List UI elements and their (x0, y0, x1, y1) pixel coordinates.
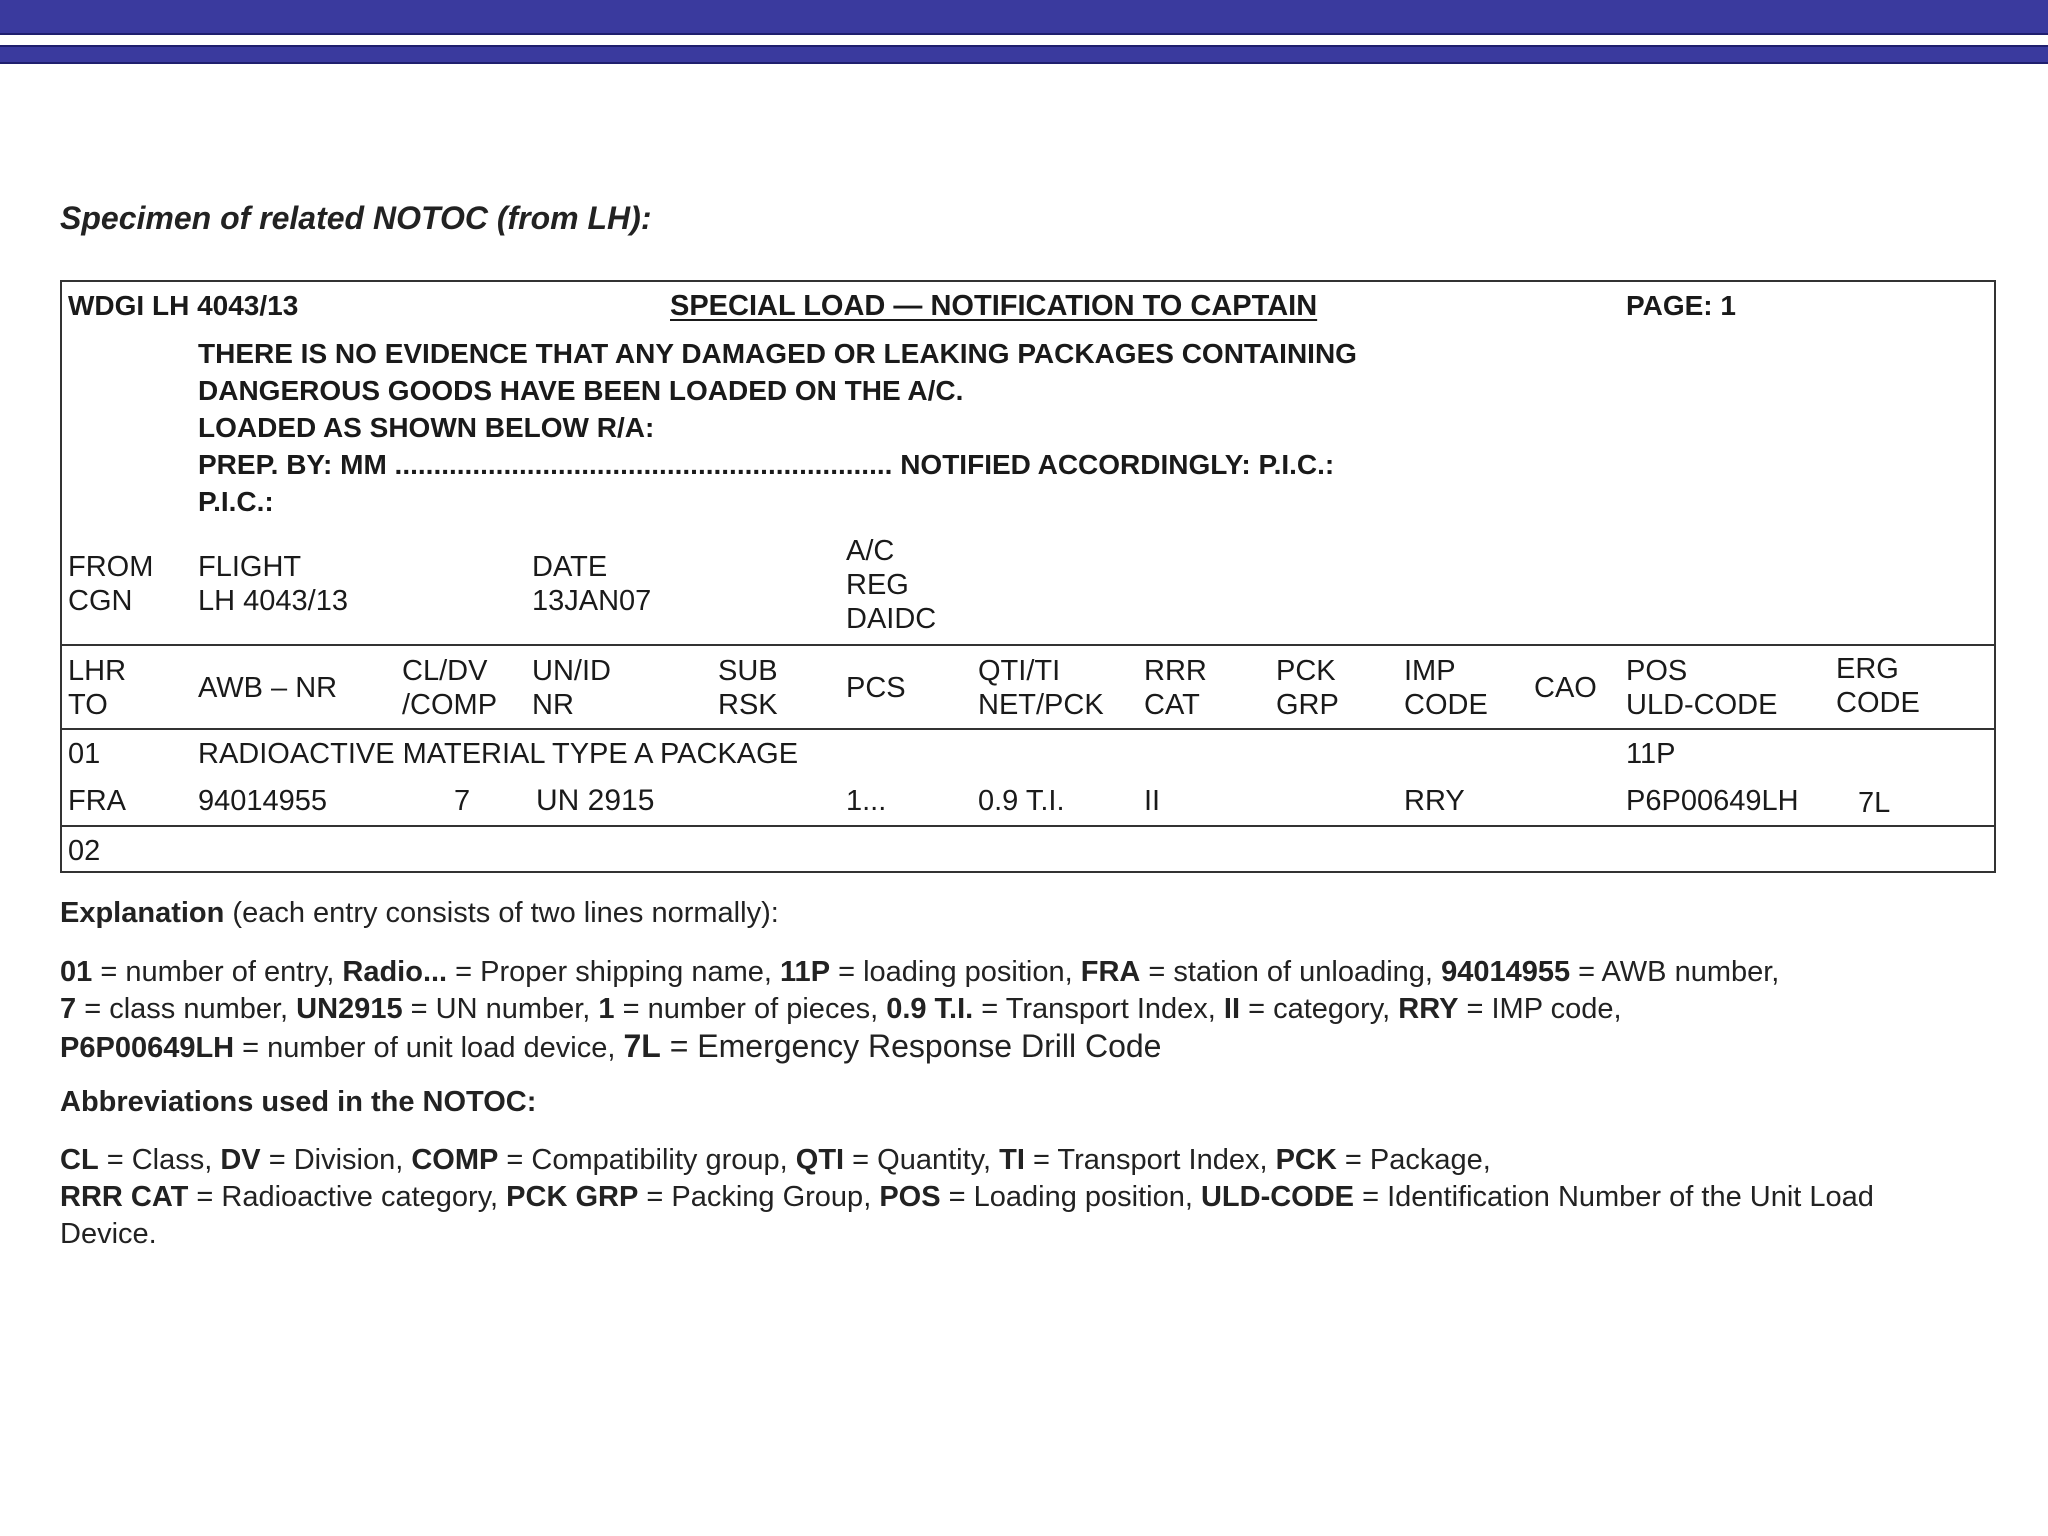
col-header-sub-rsk (718, 654, 778, 722)
col-header-line: UN/ID (532, 655, 611, 687)
explanation-value: = number of pieces, (614, 993, 887, 1025)
prepared-by-line: PREP. BY: MM ................................................................ NOTIFIED ACCORDINGLY: P.I.C.: (198, 449, 1335, 480)
col-header-line: CL/DV (402, 655, 488, 687)
col-header-line: QTI/TI (978, 655, 1061, 687)
col-header-line: TO (68, 689, 108, 721)
explanation-key: 7L (623, 1028, 661, 1064)
abbreviations-line (60, 1142, 1960, 1179)
notoc-form (60, 280, 1996, 873)
abbreviation-value: = Division, (260, 1144, 412, 1176)
explanation-value: = loading position, (830, 956, 1081, 988)
abbreviation-value: = Loading position, (940, 1181, 1201, 1213)
col-header-line: CODE (1404, 689, 1488, 721)
explanation-heading (60, 895, 1960, 932)
explanation-key: II (1223, 993, 1241, 1025)
entry-imp-code: RRY (1404, 785, 1465, 817)
entry-transport-index: 0.9 T.I. (978, 785, 1065, 817)
pic-line: P.I.C.: (198, 486, 274, 517)
entry-shipping-name: RADIOACTIVE MATERIAL TYPE A PACKAGE (198, 738, 799, 770)
entry-erg-code: 7L (1858, 787, 1891, 819)
ac-label: A/C (846, 535, 895, 567)
statement-line: THERE IS NO EVIDENCE THAT ANY DAMAGED OR LEAKING PACKAGES CONTAINING (198, 338, 1357, 369)
abbreviation-key: POS (879, 1181, 941, 1213)
abbreviations-heading-text: Abbreviations used in the NOTOC: (60, 1086, 537, 1118)
abbreviation-value: = Class, (98, 1144, 221, 1176)
explanation-key: 94014955 (1441, 956, 1571, 988)
divider (62, 728, 1994, 730)
entry-number: 01 (68, 738, 101, 770)
entry-position: 11P (1626, 738, 1676, 770)
explanation-key: FRA (1080, 956, 1141, 988)
flight-value: LH 4043/13 (198, 585, 348, 617)
col-header-line: POS (1626, 655, 1688, 687)
explanation-value: = class number, (76, 993, 297, 1025)
col-header-line: SUB (718, 655, 778, 687)
explanation-line (60, 1028, 1960, 1067)
entry-number: 02 (68, 835, 101, 867)
col-header-pcs: PCS (846, 672, 906, 704)
date-label: DATE (532, 551, 608, 583)
statement-line: LOADED AS SHOWN BELOW R/A: (198, 412, 655, 443)
explanation-value: = Proper shipping name, (447, 956, 781, 988)
col-header-line: CAT (1144, 689, 1200, 721)
explanation-key: UN2915 (296, 993, 403, 1025)
explanation-key: P6P00649LH (60, 1032, 235, 1064)
explanation-key: RRY (1398, 993, 1459, 1025)
from-value: CGN (68, 585, 133, 617)
col-header-line: /COMP (402, 689, 498, 721)
explanation-value: = Transport Index, (973, 993, 1224, 1025)
col-header-imp-code (1404, 654, 1488, 722)
col-header-line: LHR (68, 655, 127, 687)
entry-station: FRA (68, 785, 126, 817)
statement-line: DANGEROUS GOODS HAVE BEEN LOADED ON THE A/C. (198, 375, 964, 406)
flight-label: FLIGHT (198, 551, 302, 583)
abbreviation-value: = Transport Index, (1024, 1144, 1276, 1176)
col-header-lhr-to (68, 654, 126, 722)
explanation-value: = number of unit load device, (234, 1032, 624, 1064)
explanation-value: = UN number, (402, 993, 599, 1025)
header-bar-top (0, 0, 2048, 35)
abbreviation-value: = Quantity, (844, 1144, 1000, 1176)
abbreviation-value: = Radioactive category, (188, 1181, 507, 1213)
col-header-line: ERG (1836, 653, 1899, 685)
col-header-cao: CAO (1534, 672, 1597, 704)
explanation-value: = station of unloading, (1140, 956, 1442, 988)
date-field (532, 550, 651, 618)
ac-reg-value: DAIDC (846, 603, 937, 635)
col-header-line: NET/PCK (978, 689, 1104, 721)
explanation-value: = AWB number, (1570, 956, 1780, 988)
col-header-line: NR (532, 689, 574, 721)
col-header-pos-uld (1626, 654, 1777, 722)
entry-uld-code: P6P00649LH (1626, 785, 1799, 817)
explanation-value: = Emergency Response Drill Code (660, 1028, 1162, 1064)
abbreviation-key: DV (220, 1144, 261, 1176)
explanation-body (60, 954, 1960, 1067)
col-header-line: CODE (1836, 687, 1920, 719)
abbreviation-value: = Packing Group, (638, 1181, 880, 1213)
col-header-erg-code (1836, 652, 1920, 720)
from-field (68, 550, 153, 618)
col-header-line: IMP (1404, 655, 1456, 687)
abbreviation-key: COMP (411, 1144, 499, 1176)
col-header-pck-grp (1276, 654, 1339, 722)
explanation-line (60, 991, 1960, 1028)
divider (62, 644, 1994, 646)
entry-pieces: 1... (846, 785, 887, 817)
explanation-key: 01 (60, 956, 93, 988)
explanation-value: = category, (1240, 993, 1399, 1025)
entry-un-number: UN 2915 (536, 784, 655, 817)
explanation-key: 1 (598, 993, 615, 1025)
col-header-un-id-nr (532, 654, 611, 722)
abbreviation-key: RRR CAT (60, 1181, 189, 1213)
col-header-line: RSK (718, 689, 778, 721)
explanation-key: 0.9 T.I. (886, 993, 974, 1025)
abbreviation-value: = Package, (1336, 1144, 1491, 1176)
explanation-value: = number of entry, (92, 956, 343, 988)
entry-category: II (1144, 785, 1161, 817)
abbreviation-value: = Identification Number of the Unit Load Device. (60, 1181, 1874, 1250)
abbreviation-key: QTI (795, 1144, 845, 1176)
notoc-page: PAGE: 1 (1626, 290, 1736, 321)
abbreviation-key: PCK (1275, 1144, 1337, 1176)
entry-awb: 94014955 (198, 785, 328, 817)
divider (62, 825, 1994, 827)
col-header-awb-nr: AWB – NR (198, 672, 338, 704)
specimen-title: Specimen of related NOTOC (from LH): (60, 200, 652, 236)
abbreviation-key: ULD-CODE (1200, 1181, 1355, 1213)
col-header-line: ULD-CODE (1626, 689, 1778, 721)
abbreviations-body (60, 1142, 1960, 1253)
explanation-heading-bold: Explanation (60, 897, 225, 929)
abbreviation-key: CL (60, 1144, 99, 1176)
entry-class: 7 (454, 785, 471, 817)
col-header-rrr-cat (1144, 654, 1207, 722)
explanation-heading-rest: (each entry consists of two lines normally): (224, 897, 779, 929)
abbreviations-heading (60, 1084, 1960, 1121)
explanation-value: = IMP code, (1458, 993, 1622, 1025)
date-value: 13JAN07 (532, 585, 652, 617)
explanation-key: 7 (60, 993, 77, 1025)
col-header-line: PCK (1276, 655, 1336, 687)
header-bar-bottom (0, 45, 2048, 64)
explanation-key: 11P (780, 956, 831, 988)
explanation-line (60, 954, 1960, 991)
col-header-cl-dv-comp (402, 654, 497, 722)
col-header-line: GRP (1276, 689, 1339, 721)
explanation-key: Radio... (342, 956, 448, 988)
ac-reg-field (846, 534, 936, 636)
flight-field (198, 550, 348, 618)
from-label: FROM (68, 551, 154, 583)
abbreviations-line (60, 1179, 1960, 1253)
abbreviation-value: = Compatibility group, (498, 1144, 796, 1176)
col-header-line: RRR (1144, 655, 1207, 687)
notoc-reference: WDGI LH 4043/13 (68, 290, 299, 321)
reg-label: REG (846, 569, 909, 601)
abbreviation-key: TI (999, 1144, 1025, 1176)
abbreviation-key: PCK GRP (506, 1181, 639, 1213)
col-header-qti-ti (978, 654, 1104, 722)
notoc-title: SPECIAL LOAD — NOTIFICATION TO CAPTAIN (670, 290, 1318, 322)
